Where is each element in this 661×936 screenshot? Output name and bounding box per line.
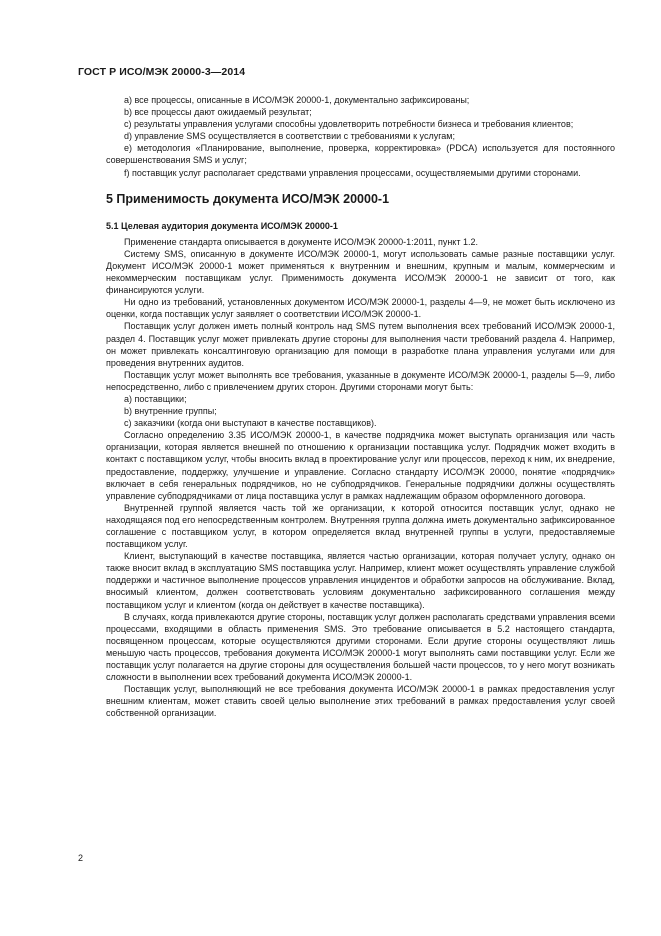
paragraph: В случаях, когда привлекаются другие стороны, поставщик услуг должен располагать средствами управления всеми процессами, входящими в область применения SMS. Это требование описывается в 5.2 настоящего стандарта, посвященном процессам, которые осуществляются другими сторонами. Если другие стороны осуществляют лишь меньшую часть процессов, требования документа ИСО/МЭК 20000-1 могут выполнять сами поставщики услуг. Если же поставщик услуг полагается на другие стороны для осуществления большей части процессов, то у него могут возникать сложности в выполнении всех требований документа ИСО/МЭК 20000-1. — [106, 611, 615, 683]
paragraph: Поставщик услуг, выполняющий не все требования документа ИСО/МЭК 20000-1 в рамках предоставления услуг внешним клиентам, может ставить своей целью выполнение этих требований в рамках предоставления услуг своей собственной организации. — [106, 684, 615, 719]
paragraph: Ни одно из требований, установленных документом ИСО/МЭК 20000-1, разделы 4—9, не может быть исключено из оценки, когда поставщик услуг заявляет о соответствии ИСО/МЭК 20000-1. — [106, 297, 615, 320]
list-item-f: f) поставщик услуг располагает средствами управления процессами, осуществляемыми другими сторонами. — [124, 167, 581, 178]
list-item-e: e) методология «Планирование, выполнение, проверка, корректировка» (PDCA) используется для постоянного совершенствования SMS и услуг; — [106, 143, 615, 166]
list-item-d: d) управление SMS осуществляется в соответствии с требованиями к услугам; — [124, 131, 455, 142]
paragraph: Применение стандарта описывается в документе ИСО/МЭК 20000-1:2011, пункт 1.2. — [124, 236, 478, 247]
subsection-title: 5.1 Целевая аудитория документа ИСО/МЭК 20000-1 — [106, 220, 338, 231]
paragraph: Согласно определению 3.35 ИСО/МЭК 20000-1, в качестве подрядчика может выступать организация или часть организации, которая является внешней по отношению к организации поставщика услуг. Подрядчик может входить в контакт с поставщиком услуг, чтобы вносить вклад в проектирование услуг или процессов, переход к ним, их внедрение, предоставление, поддержку, улучшение и управление. Согласно стандарту ИСО/МЭК 20000, понятие «подрядчик» включает в себя генеральных подрядчиков, но не субподрядчиков. Генеральные подрядчики должны осуществлять управление субподрядчиками от лица поставщика услуг в рамках надлежащим образом оформленного договора. — [106, 430, 615, 501]
paragraph: Внутренней группой является часть той же организации, к которой относится поставщик услуг, однако не находящаяся под его непосредственным контролем. Внутренняя группа должна иметь документально зафиксированное соглашение с поставщиком услуг, в котором определяется вклад внутренней группы в услуги, предоставляемые поставщиком услуг. — [106, 502, 615, 550]
list-item-suppliers: a) поставщики; — [124, 393, 187, 404]
list-item-customers: c) заказчики (когда они выступают в качестве поставщиков). — [124, 418, 377, 429]
page-content — [106, 94, 615, 720]
paragraph: Клиент, выступающий в качестве поставщика, является частью организации, которая получает услугу, однако он также вносит вклад в эксплуатацию SMS поставщика услуг. Например, клиент может осуществлять управление службой поддержки и частичное выполнение процессов управления инцидентов и обработки запросов на обслуживание. Вклад, вносимый клиентом, должен соответствовать условиям документально зафиксированного соглашения между поставщиком услуг и клиентом (когда он действует в качестве поставщика). — [106, 551, 615, 610]
section-title: 5 Применимость документа ИСО/МЭК 20000-1 — [106, 191, 390, 206]
list-item-c: c) результаты управления услугами способны удовлетворить потребности бизнеса и требования клиентов; — [124, 119, 574, 130]
list-item-b: b) все процессы дают ожидаемый результат; — [124, 107, 312, 118]
paragraph: Поставщик услуг может выполнять все требования, указанные в документе ИСО/МЭК 20000-1, разделы 5—9, либо непосредственно, либо с привлечением других сторон. Другими сторонами могут быть: — [106, 369, 615, 392]
list-item-internal-groups: b) внутренние группы; — [124, 406, 217, 417]
page-number: 2 — [78, 853, 84, 863]
list-item-a: а) все процессы, описанные в ИСО/МЭК 20000-1, документально зафиксированы; — [124, 95, 470, 105]
document-header: ГОСТ Р ИСО/МЭК 20000-3—2014 — [78, 66, 246, 78]
paragraph: Поставщик услуг должен иметь полный контроль над SMS путем выполнения всех требований ИСО/МЭК 20000-1, раздел 4. Поставщик услуг может привлекать другие стороны для выполнения части требований раздела 4. Например, он может привлекать консалтинговую организацию для помощи в разработке плана управления услугами или для проведения внутренних аудитов. — [106, 321, 615, 368]
paragraph: Систему SMS, описанную в документе ИСО/МЭК 20000-1, могут использовать самые разные поставщики услуг. Документ ИСО/МЭК 20000-1 может применяться к внутренним и внешним, крупным и малым, коммерческим и некоммерческим поставщикам услуг. Применимость документа ИСО/МЭК 20000-1 не зависит от того, как финансируются услуги. — [106, 248, 615, 296]
